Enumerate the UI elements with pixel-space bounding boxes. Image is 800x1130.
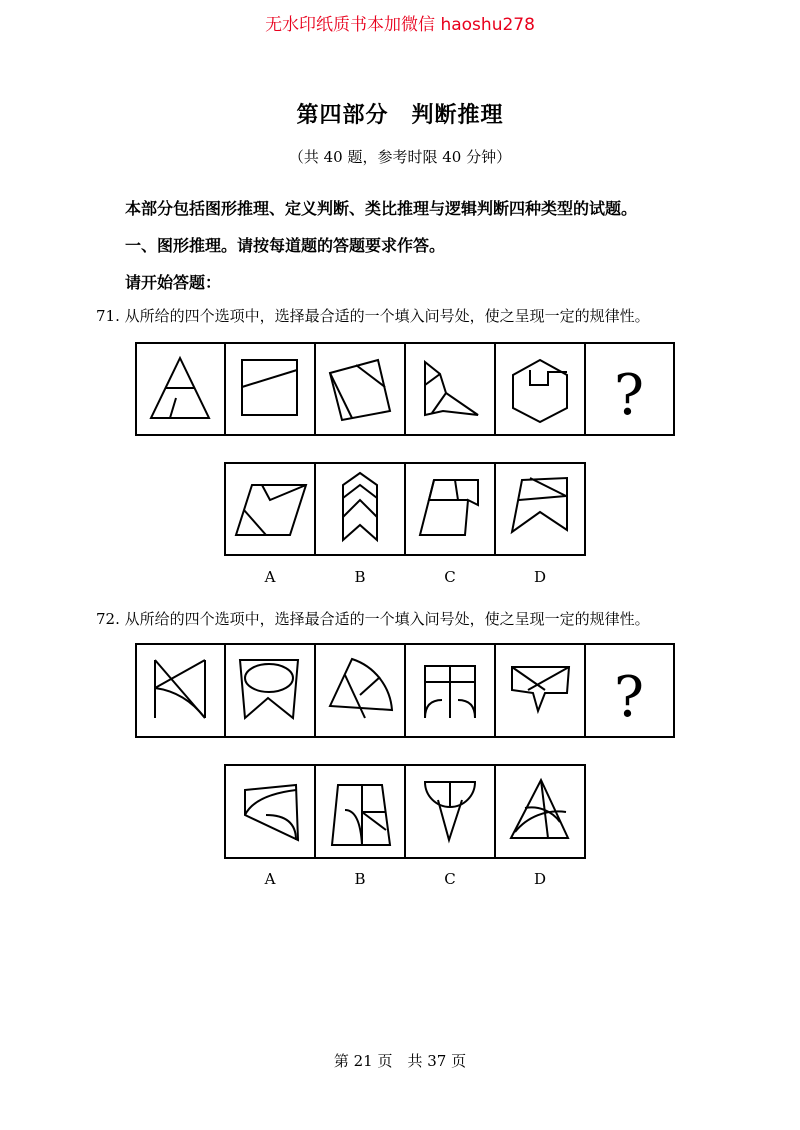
q71-option-c-label: C	[444, 568, 456, 586]
section-subtitle: （共 40 题，参考时限 40 分钟）	[288, 148, 512, 166]
section-title: 第四部分 判断推理	[296, 103, 504, 128]
watermark-text: 无水印纸质书本加微信 haoshu278	[265, 15, 535, 35]
q72-option-a-label: A	[264, 870, 276, 888]
q72-question-mark: ?	[613, 665, 645, 730]
intro-text: 本部分包括图形推理、定义判断、类比推理与逻辑判断四种类型的试题。	[125, 199, 638, 218]
q72-stem-box-question	[585, 644, 674, 737]
q72-option-a-figure	[225, 765, 315, 858]
q72-stem-box-3	[315, 644, 405, 737]
q72-stem-box-4	[405, 644, 495, 737]
q72-stem-box-5	[495, 644, 585, 737]
q72-option-d-label: D	[533, 870, 547, 888]
page-footer: 第 21 页 共 37 页	[333, 1052, 467, 1070]
q72-stem-box-2	[225, 644, 315, 737]
q71-option-b-label: B	[354, 568, 366, 586]
part-one-heading: 一、图形推理。请按每道题的答题要求作答。	[125, 236, 446, 255]
q72-option-c-label: C	[444, 870, 456, 888]
q72-option-b-label: B	[354, 870, 366, 888]
q72-option-c-figure	[405, 765, 495, 858]
q71-option-d-label: D	[533, 568, 547, 586]
q71-question-mark: ?	[613, 363, 645, 428]
q71-option-a-label: A	[264, 568, 276, 586]
q72-stem-box-1	[136, 644, 225, 737]
q72-option-b-figure	[315, 765, 405, 858]
q72-option-d-figure	[495, 765, 585, 858]
question-72-text: 72. 从所给的四个选项中，选择最合适的一个填入问号处，使之呈现一定的规律性。	[96, 610, 650, 628]
start-heading: 请开始答题：	[125, 273, 222, 292]
question-71-text: 71. 从所给的四个选项中，选择最合适的一个填入问号处，使之呈现一定的规律性。	[96, 307, 650, 325]
